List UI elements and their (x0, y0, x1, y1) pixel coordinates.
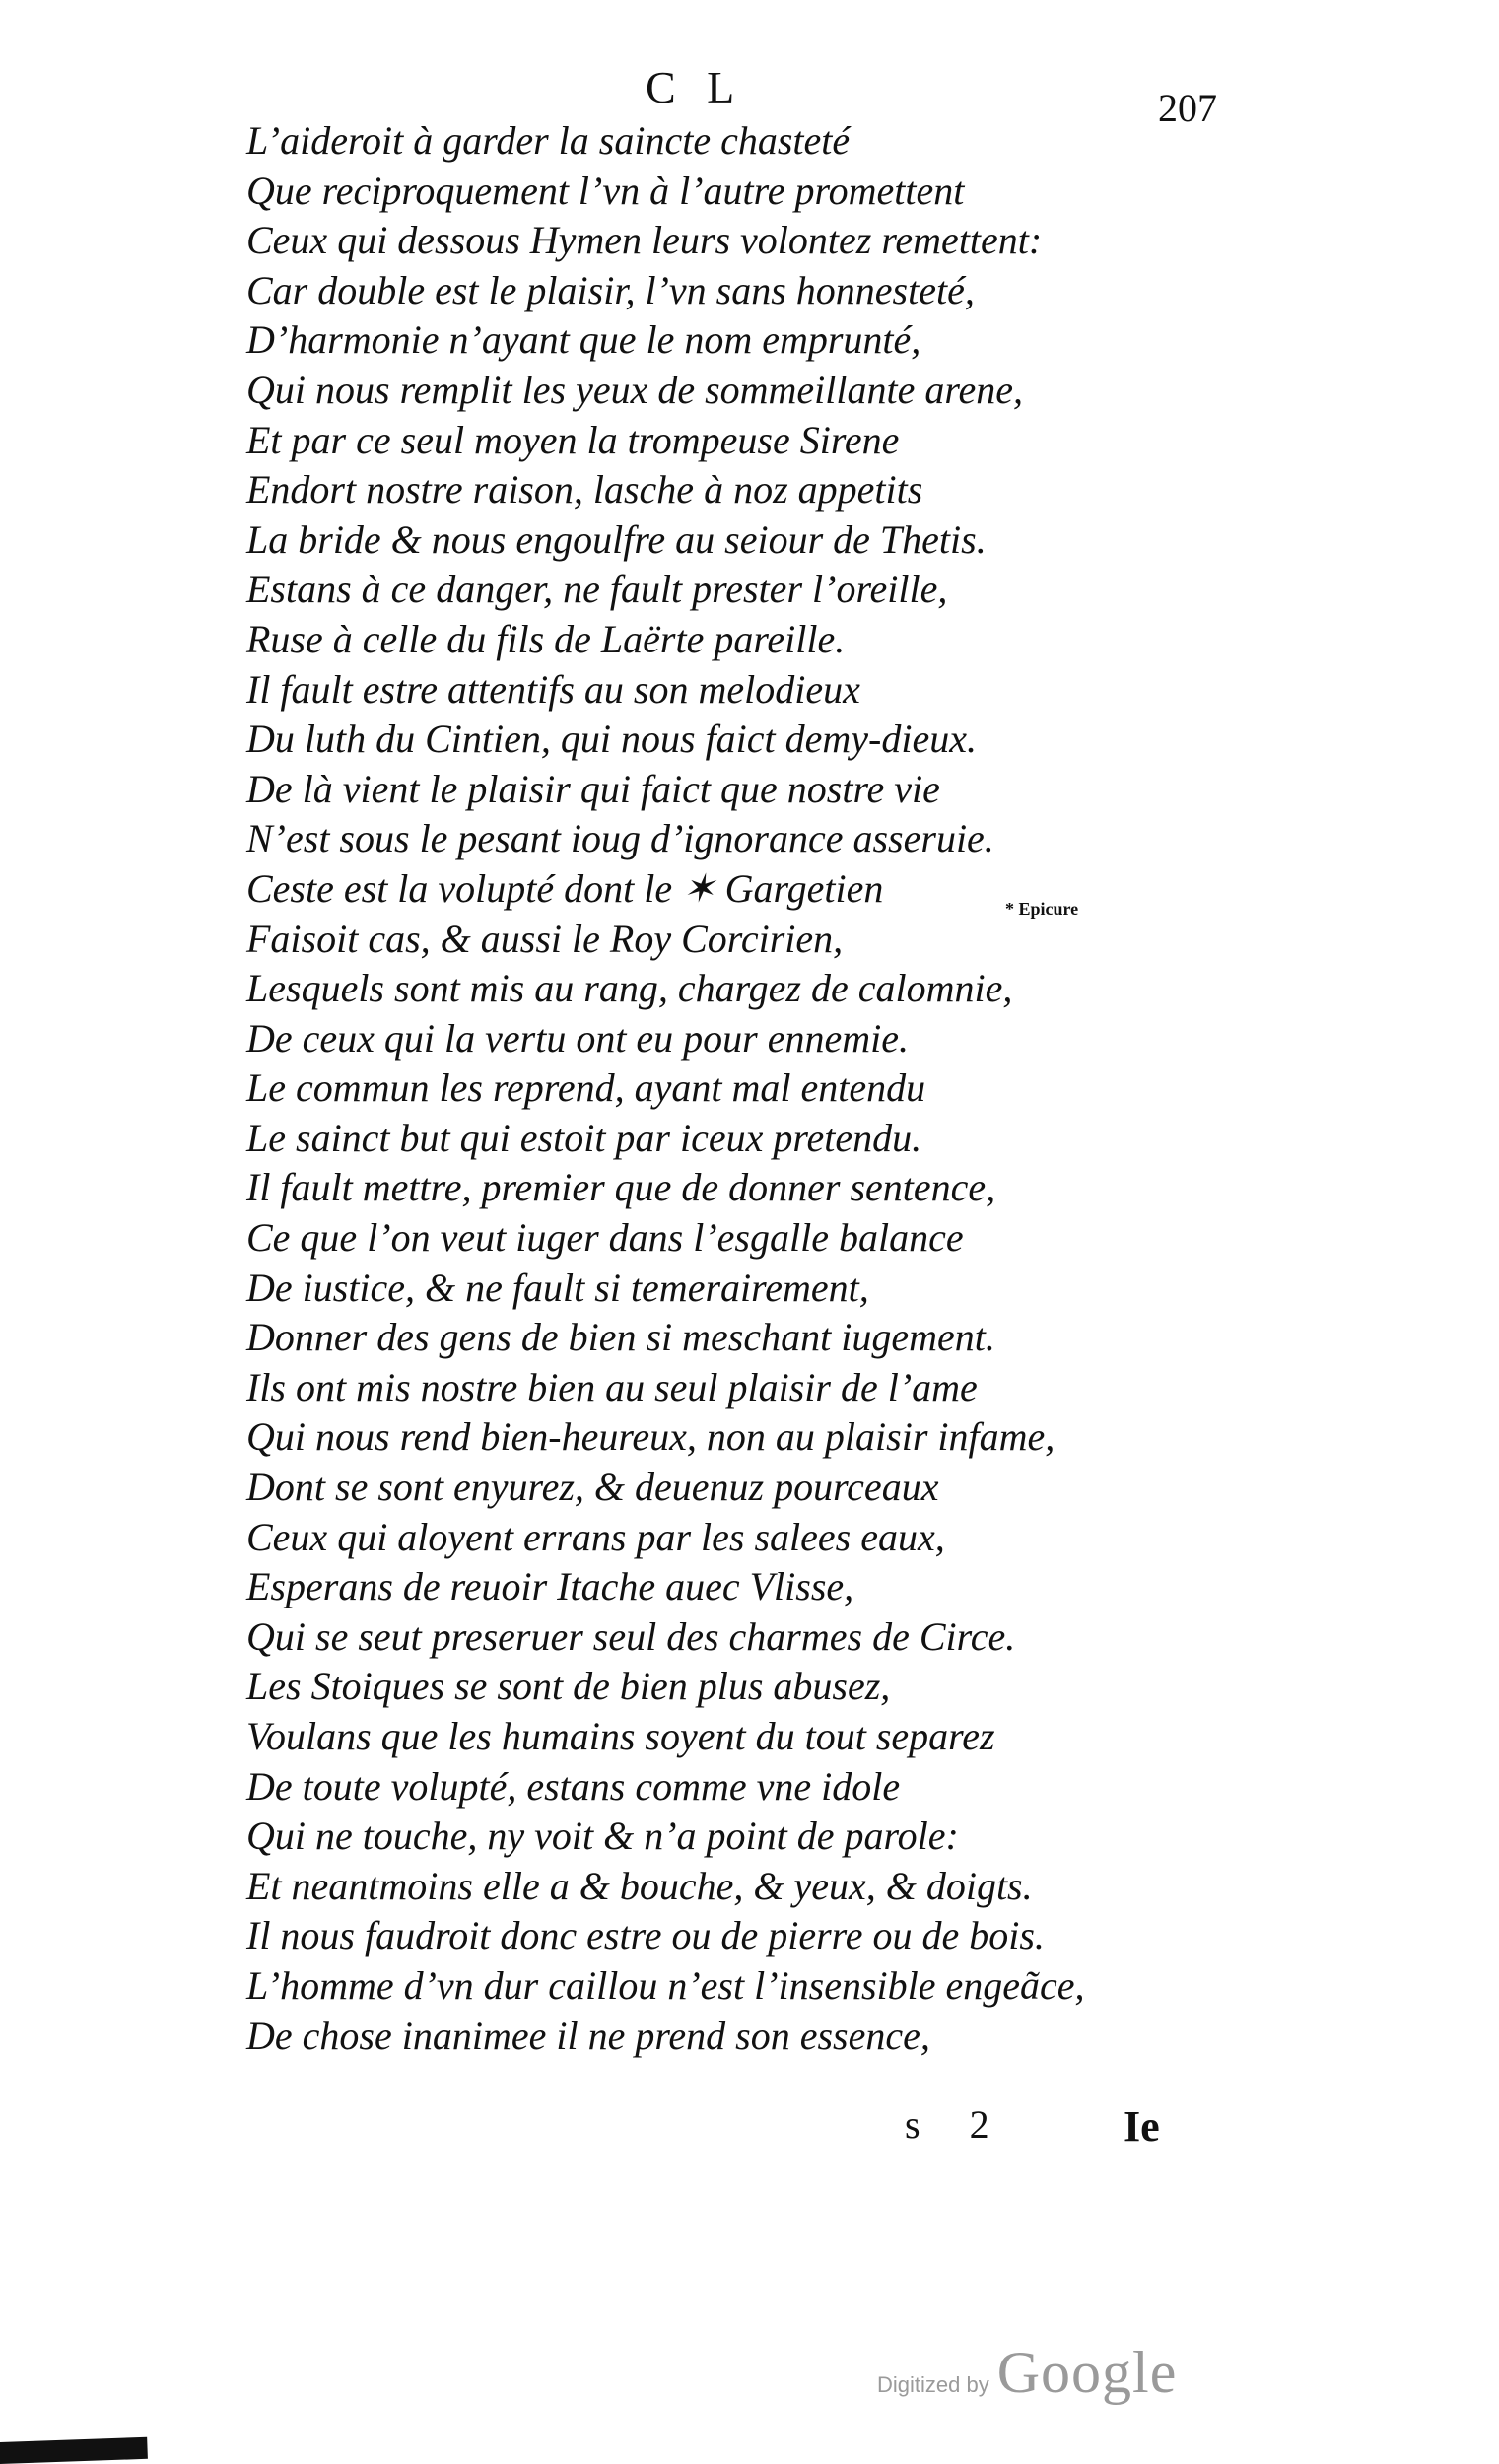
verse-line: Le sainct but qui estoit par iceux pretendu. (246, 1115, 922, 1160)
verse-line: Faisoit cas, & aussi le Roy Corcirien, (246, 916, 844, 961)
verse-line: N’est sous le pesant ioug d’ignorance asseruie. (246, 816, 994, 861)
verse-line: Dont se sont enyurez, & deuenuz pourceaux (246, 1465, 939, 1510)
verse-line: Endort nostre raison, lasche à noz appetits (246, 467, 923, 513)
verse-line: Il fault estre attentifs au son melodieux (246, 666, 860, 712)
verse-line: Qui ne touche, ny voit & n’a point de parole: (246, 1814, 959, 1859)
verse-line: Ce que l’on veut iuger dans l’esgalle balance (246, 1215, 964, 1261)
digitization-watermark (877, 2339, 1177, 2407)
verse-line: Il nous faudroit donc estre ou de pierre ou de bois. (246, 1913, 1045, 1958)
verse-line: Qui nous rend bien-heureux, non au plaisir infame, (246, 1414, 1056, 1460)
verse-line: Que reciproquement l’vn à l’autre promettent (246, 168, 965, 213)
verse-line: Lesquels sont mis au rang, chargez de calomnie, (246, 966, 1013, 1011)
verse-line: Estans à ce danger, ne fault prester l’oreille, (246, 567, 948, 612)
verse-line: Car double est le plaisir, l’vn sans honnesteté, (246, 267, 975, 312)
verse-line: De toute volupté, estans comme vne idole (246, 1763, 901, 1809)
verse-line: Ruse à celle du fils de Laërte pareille. (246, 616, 846, 661)
verse-line: De là vient le plaisir qui faict que nostre vie (246, 766, 940, 811)
verse-line: L’homme d’vn dur caillou n’est l’insensible engeãce, (246, 1962, 1085, 2008)
verse-line: Esperans de reuoir Itache auec Vlisse, (246, 1564, 854, 1609)
verse-line: Ceux qui dessous Hymen leurs volontez remettent: (246, 218, 1043, 263)
verse-line: Ils ont mis nostre bien au seul plaisir de l’ame (246, 1364, 978, 1409)
verse-line: Du luth du Cintien, qui nous faict demy-dieux. (246, 717, 977, 762)
verse-line: De ceux qui la vertu ont eu pour ennemie. (246, 1015, 910, 1061)
scan-edge-mark (0, 2437, 148, 2464)
verse-line: Ceux qui aloyent errans par les salees eaux, (246, 1514, 945, 1559)
verse-line: Qui nous remplit les yeux de sommeillante arene, (246, 367, 1023, 412)
verse-line: D’harmonie n’ayant que le nom emprunté, (246, 317, 921, 363)
verse-line: Le commun les reprend, ayant mal entendu (246, 1065, 926, 1111)
signature-mark: s 2 (905, 2102, 989, 2147)
verse-line: De chose inanimee il ne prend son essence, (246, 2013, 930, 2058)
verse-line: Voulans que les humains soyent du tout separez (246, 1714, 995, 1758)
verse-line: Et par ce seul moyen la trompeuse Sirene (246, 417, 900, 462)
google-logo: Google (996, 2340, 1178, 2405)
watermark-prefix: Digitized by (877, 2372, 989, 2397)
verse-line: La bride & nous engoulfre au seiour de Thetis. (246, 516, 987, 562)
verse-line: L’aideroit à garder la saincte chasteté (246, 118, 851, 163)
catchword: Ie (1124, 2102, 1160, 2151)
verse-line: Les Stoiques se sont de bien plus abusez, (246, 1664, 891, 1709)
verse-line: Ceste est la volupté dont le ✶ Gargetien (246, 865, 884, 911)
running-head: C L (646, 62, 745, 112)
margin-note: * Epicure (1005, 899, 1079, 919)
verse-text (246, 116, 1232, 2061)
verse-line: Et neantmoins elle a & bouche, & yeux, & doigts. (246, 1863, 1033, 1908)
verse-line: De iustice, & ne fault si temerairement, (246, 1265, 869, 1310)
page-number: 207 (1158, 86, 1217, 130)
verse-line: Il fault mettre, premier que de donner sentence, (246, 1165, 996, 1210)
verse-line: Donner des gens de bien si meschant iugement. (246, 1315, 995, 1360)
verse-line: Qui se seut preseruer seul des charmes de Circe. (246, 1613, 1016, 1659)
